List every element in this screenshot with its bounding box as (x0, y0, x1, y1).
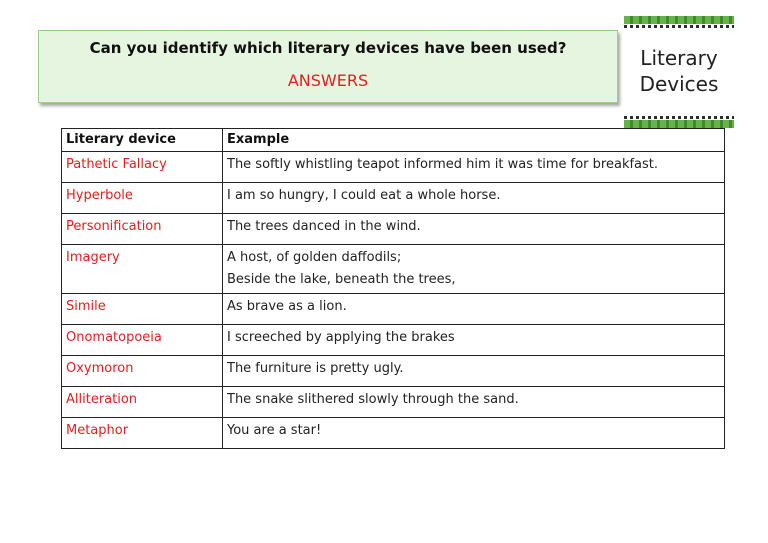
device-name: Onomatopoeia (62, 325, 223, 356)
example-line: You are a star! (227, 423, 322, 438)
logo-bottom-stripe (624, 120, 734, 128)
device-name: Alliteration (62, 387, 223, 418)
device-example (223, 418, 725, 449)
table-row (62, 294, 725, 325)
device-name: Oxymoron (62, 356, 223, 387)
example-line: I screeched by applying the brakes (227, 330, 455, 345)
device-example (223, 152, 725, 183)
device-example (223, 214, 725, 245)
literary-devices-table (61, 128, 725, 449)
example-line: As brave as a lion. (227, 299, 347, 314)
logo-text-line1: Literary (640, 46, 718, 70)
literary-devices-logo (624, 16, 734, 128)
table-row (62, 152, 725, 183)
device-example (223, 356, 725, 387)
device-example (223, 245, 725, 294)
logo-bottom-dots (624, 116, 734, 119)
table-row (62, 356, 725, 387)
question-heading: Can you identify which literary devices have been used? (89, 39, 567, 57)
table-row (62, 245, 725, 294)
title-banner (38, 30, 618, 103)
example-line: The softly whistling teapot informed him it was time for breakfast. (227, 157, 659, 172)
example-line: I am so hungry, I could eat a whole horse. (227, 188, 501, 203)
example-line: Beside the lake, beneath the trees, (227, 272, 456, 287)
table-row (62, 325, 725, 356)
device-name: Metaphor (62, 418, 223, 449)
device-name: Pathetic Fallacy (62, 152, 223, 183)
table-row (62, 418, 725, 449)
header-literary-device: Literary device (62, 129, 223, 152)
table-header-row (62, 129, 725, 152)
table-row (62, 214, 725, 245)
example-line: The trees danced in the wind. (227, 219, 421, 234)
header-example: Example (223, 129, 725, 152)
device-name: Imagery (62, 245, 223, 294)
device-name: Simile (62, 294, 223, 325)
example-line: The furniture is pretty ugly. (227, 361, 404, 376)
device-example (223, 387, 725, 418)
device-name: Personification (62, 214, 223, 245)
answers-label: ANSWERS (287, 71, 369, 90)
table-row (62, 387, 725, 418)
logo-top-stripe (624, 16, 734, 24)
logo-text-line2: Devices (639, 72, 719, 96)
example-line: A host, of golden daffodils; (227, 250, 402, 265)
device-example (223, 294, 725, 325)
example-line: The snake slithered slowly through the sand. (227, 392, 519, 407)
table-row (62, 183, 725, 214)
device-name: Hyperbole (62, 183, 223, 214)
device-example (223, 183, 725, 214)
device-example (223, 325, 725, 356)
logo-top-dots (624, 25, 734, 28)
